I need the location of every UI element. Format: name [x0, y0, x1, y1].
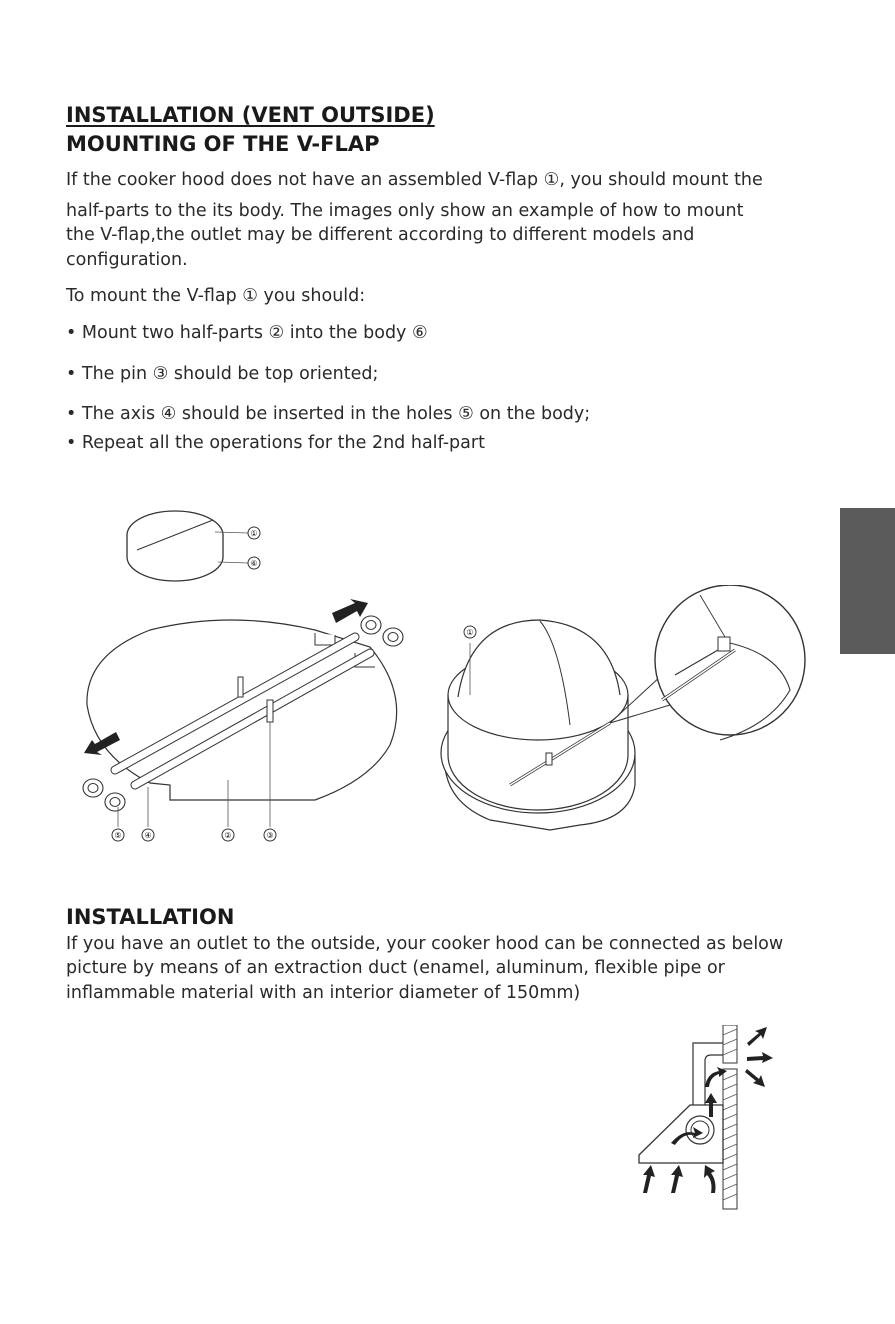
vent-outside-diagram: [635, 1025, 795, 1215]
callout-label: ⑤: [114, 831, 122, 840]
installation-line-2: picture by means of an extraction duct (enamel, aluminum, flexible pipe or: [66, 958, 725, 978]
intro-line-1: If the cooker hood does not have an assembled V-flap ①, you should mount the: [66, 170, 763, 190]
airflow-arrow-icon: [643, 1165, 655, 1193]
airflow-arrow-icon: [745, 1069, 765, 1087]
installation-line-3: inflammable material with an interior diameter of 150mm): [66, 983, 581, 1003]
airflow-arrow-icon: [671, 1165, 683, 1193]
intro-line-2: half-parts to the its body. The images only show an example of how to mount: [66, 201, 744, 221]
section-tab-marker: [840, 508, 895, 654]
section-title: INSTALLATION (VENT OUTSIDE): [66, 103, 435, 127]
bullet-item: • Mount two half-parts ② into the body ⑥: [66, 323, 428, 343]
bullet-item: • The pin ③ should be top oriented;: [66, 364, 379, 384]
callout-label: ⑥: [250, 559, 258, 568]
airflow-arrow-icon: [747, 1027, 767, 1046]
instructions-lead: To mount the V-flap ① you should:: [66, 286, 366, 306]
callout-label: ①: [466, 628, 474, 637]
intro-line-3: the V-flap,the outlet may be different according to different models and: [66, 225, 695, 245]
callout-label: ④: [144, 831, 152, 840]
bullet-item: • The axis ④ should be inserted in the holes ⑤ on the body;: [66, 404, 591, 424]
airflow-arrow-icon: [747, 1052, 773, 1063]
callout-label: ①: [250, 529, 258, 538]
installation-title: INSTALLATION: [66, 905, 235, 929]
bullet-item: • Repeat all the operations for the 2nd half-part: [66, 433, 485, 453]
section-subtitle: MOUNTING OF THE V-FLAP: [66, 132, 380, 156]
airflow-arrow-icon: [704, 1165, 716, 1193]
v-flap-exploded-diagram: [70, 595, 420, 850]
v-flap-mounted-diagram: [430, 585, 815, 840]
installation-line-1: If you have an outlet to the outside, your cooker hood can be connected as below: [66, 934, 784, 954]
callout-label: ③: [266, 831, 274, 840]
intro-line-4: configuration.: [66, 250, 188, 270]
callout-label: ②: [224, 831, 232, 840]
v-flap-assembled-diagram: [120, 500, 270, 590]
